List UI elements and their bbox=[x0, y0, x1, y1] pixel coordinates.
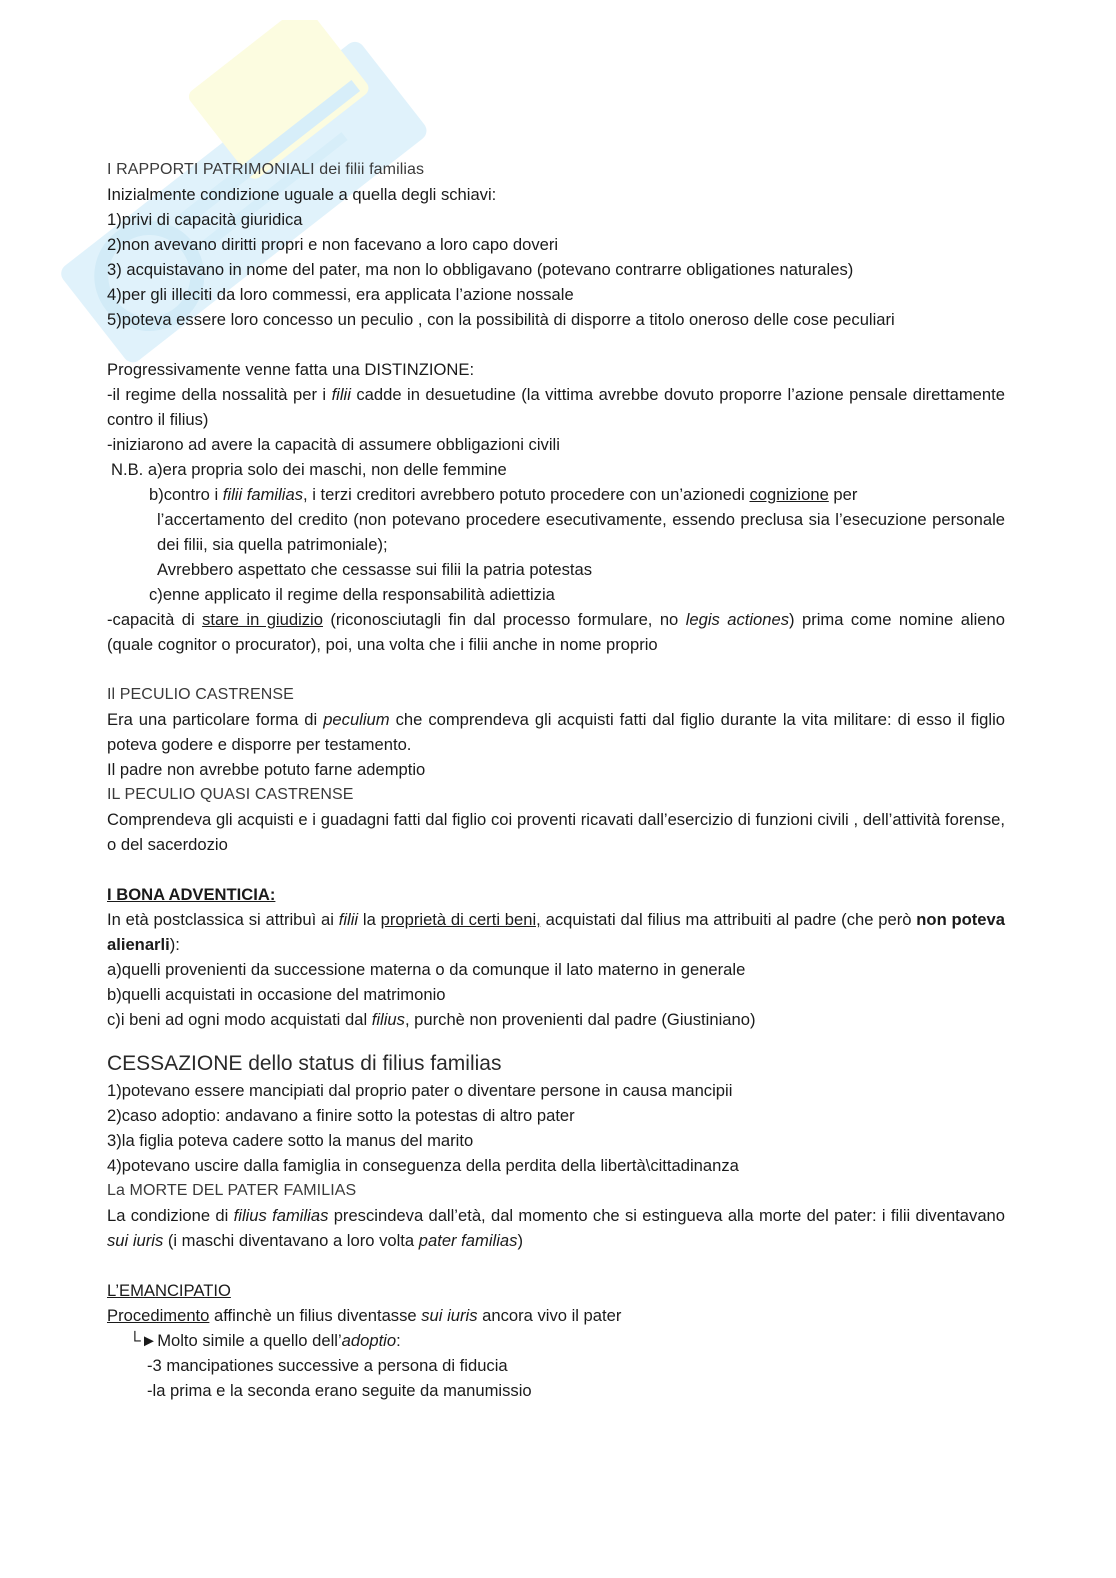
note-item: N.B. a)era propria solo dei maschi, non delle femmine bbox=[111, 460, 507, 479]
list-item: 4)potevano uscire dalla famiglia in conseguenza della perdita della libertà\cittadinanza bbox=[107, 1156, 739, 1175]
paragraph: Era una particolare forma di peculium che comprendeva gli acquisti fatti dal figlio durante la vita militare: di esso il figlio poteva godere e disporre per testamento. bbox=[107, 710, 1006, 754]
list-item: 2)non avevano diritti propri e non facevano a loro capo doveri bbox=[107, 235, 559, 254]
note-item: b)contro i filii familias, i terzi creditori avrebbero potuto procedere con un’azionedi cognizione per bbox=[149, 485, 858, 504]
list-item: -la prima e la seconda erano seguite da manumissio bbox=[147, 1381, 532, 1400]
note-item: l’accertamento del credito (non potevano procedere esecutivamente, essendo preclusa sia l’esecuzione personale dei filii, sia quella patrimoniale); bbox=[157, 510, 1005, 554]
section-heading-rapporti: I RAPPORTI PATRIMONIALI dei filii familias bbox=[107, 161, 425, 178]
list-item: 3)la figlia poteva cadere sotto la manus del marito bbox=[107, 1131, 474, 1150]
paragraph: -il regime della nossalità per i filii cadde in desuetudine (la vittima avrebbe dovuto proporre l’azione pensale direttamente contro il filius) bbox=[107, 385, 1005, 429]
paragraph: Comprendeva gli acquisti e i guadagni fatti dal figlio coi proventi ricavati dall’esercizio di funzioni civili , dell’attività forense, o del sacerdozio bbox=[107, 810, 1005, 854]
paragraph: Procedimento affinchè un filius diventasse sui iuris ancora vivo il pater bbox=[107, 1306, 622, 1325]
list-item: 1)potevano essere mancipiati dal proprio pater o diventare persone in causa mancipii bbox=[107, 1081, 733, 1100]
section-heading-cessazione: CESSAZIONE dello status di filius familias bbox=[107, 1052, 502, 1075]
list-item: a)quelli provenienti da successione materna o da comunque il lato materno in generale bbox=[107, 960, 746, 979]
paragraph: Progressivamente venne fatta una DISTINZIONE: bbox=[107, 360, 475, 379]
list-item: 4)per gli illeciti da loro commessi, era applicata l’azione nossale bbox=[107, 285, 574, 304]
section-heading-peculio: Il PECULIO CASTRENSE bbox=[107, 686, 294, 703]
list-item: 3) acquistavano in nome del pater, ma non lo obbligavano (potevano contrarre obligationes naturales) bbox=[107, 260, 854, 279]
arrow-item: └►Molto simile a quello dell’adoptio: bbox=[129, 1331, 401, 1350]
list-item: c)i beni ad ogni modo acquistati dal filius, purchè non provenienti dal padre (Giustiniano) bbox=[107, 1010, 756, 1029]
section-heading-morte-pater: La MORTE DEL PATER FAMILIAS bbox=[107, 1182, 357, 1199]
paragraph: Inizialmente condizione uguale a quella degli schiavi: bbox=[107, 185, 497, 204]
list-item: -3 mancipationes successive a persona di fiducia bbox=[147, 1356, 508, 1375]
list-item: 1)privi di capacità giuridica bbox=[107, 210, 303, 229]
note-item: c)enne applicato il regime della responsabilità adiettizia bbox=[149, 585, 555, 604]
list-item: 5)poteva essere loro concesso un peculio , con la possibilità di disporre a titolo oneroso delle cose peculiari bbox=[107, 310, 895, 329]
note-item: Avrebbero aspettato che cessasse sui filii la patria potestas bbox=[157, 560, 593, 579]
document-body bbox=[107, 157, 1005, 1403]
section-heading-bona-adventicia: I BONA ADVENTICIA: bbox=[107, 885, 276, 904]
section-heading-emancipatio: L’EMANCIPATIO bbox=[107, 1281, 231, 1300]
list-item: 2)caso adoptio: andavano a finire sotto la potestas di altro pater bbox=[107, 1106, 575, 1125]
paragraph: La condizione di filius familias prescindeva dall’età, dal momento che si estingueva alla morte del pater: i filii diventavano sui iuris (i maschi diventavano a loro volta pater familias) bbox=[107, 1206, 1005, 1250]
paragraph: Il padre non avrebbe potuto farne ademptio bbox=[107, 760, 426, 779]
section-heading-quasi-castrense: IL PECULIO QUASI CASTRENSE bbox=[107, 786, 354, 803]
paragraph: In età postclassica si attribuì ai filii la proprietà di certi beni, acquistati dal filius ma attribuiti al padre (che però non poteva alienarli): bbox=[107, 910, 1005, 954]
paragraph: -iniziarono ad avere la capacità di assumere obbligazioni civili bbox=[107, 435, 560, 454]
paragraph: -capacità di stare in giudizio (riconosciutagli fin dal processo formulare, no legis actiones) prima come nomine alieno (quale cognitor o procurator), poi, una volta che i filii anche in nome proprio bbox=[107, 610, 1005, 654]
corner-arrow-icon: └► bbox=[129, 1331, 158, 1350]
list-item: b)quelli acquistati in occasione del matrimonio bbox=[107, 985, 446, 1004]
